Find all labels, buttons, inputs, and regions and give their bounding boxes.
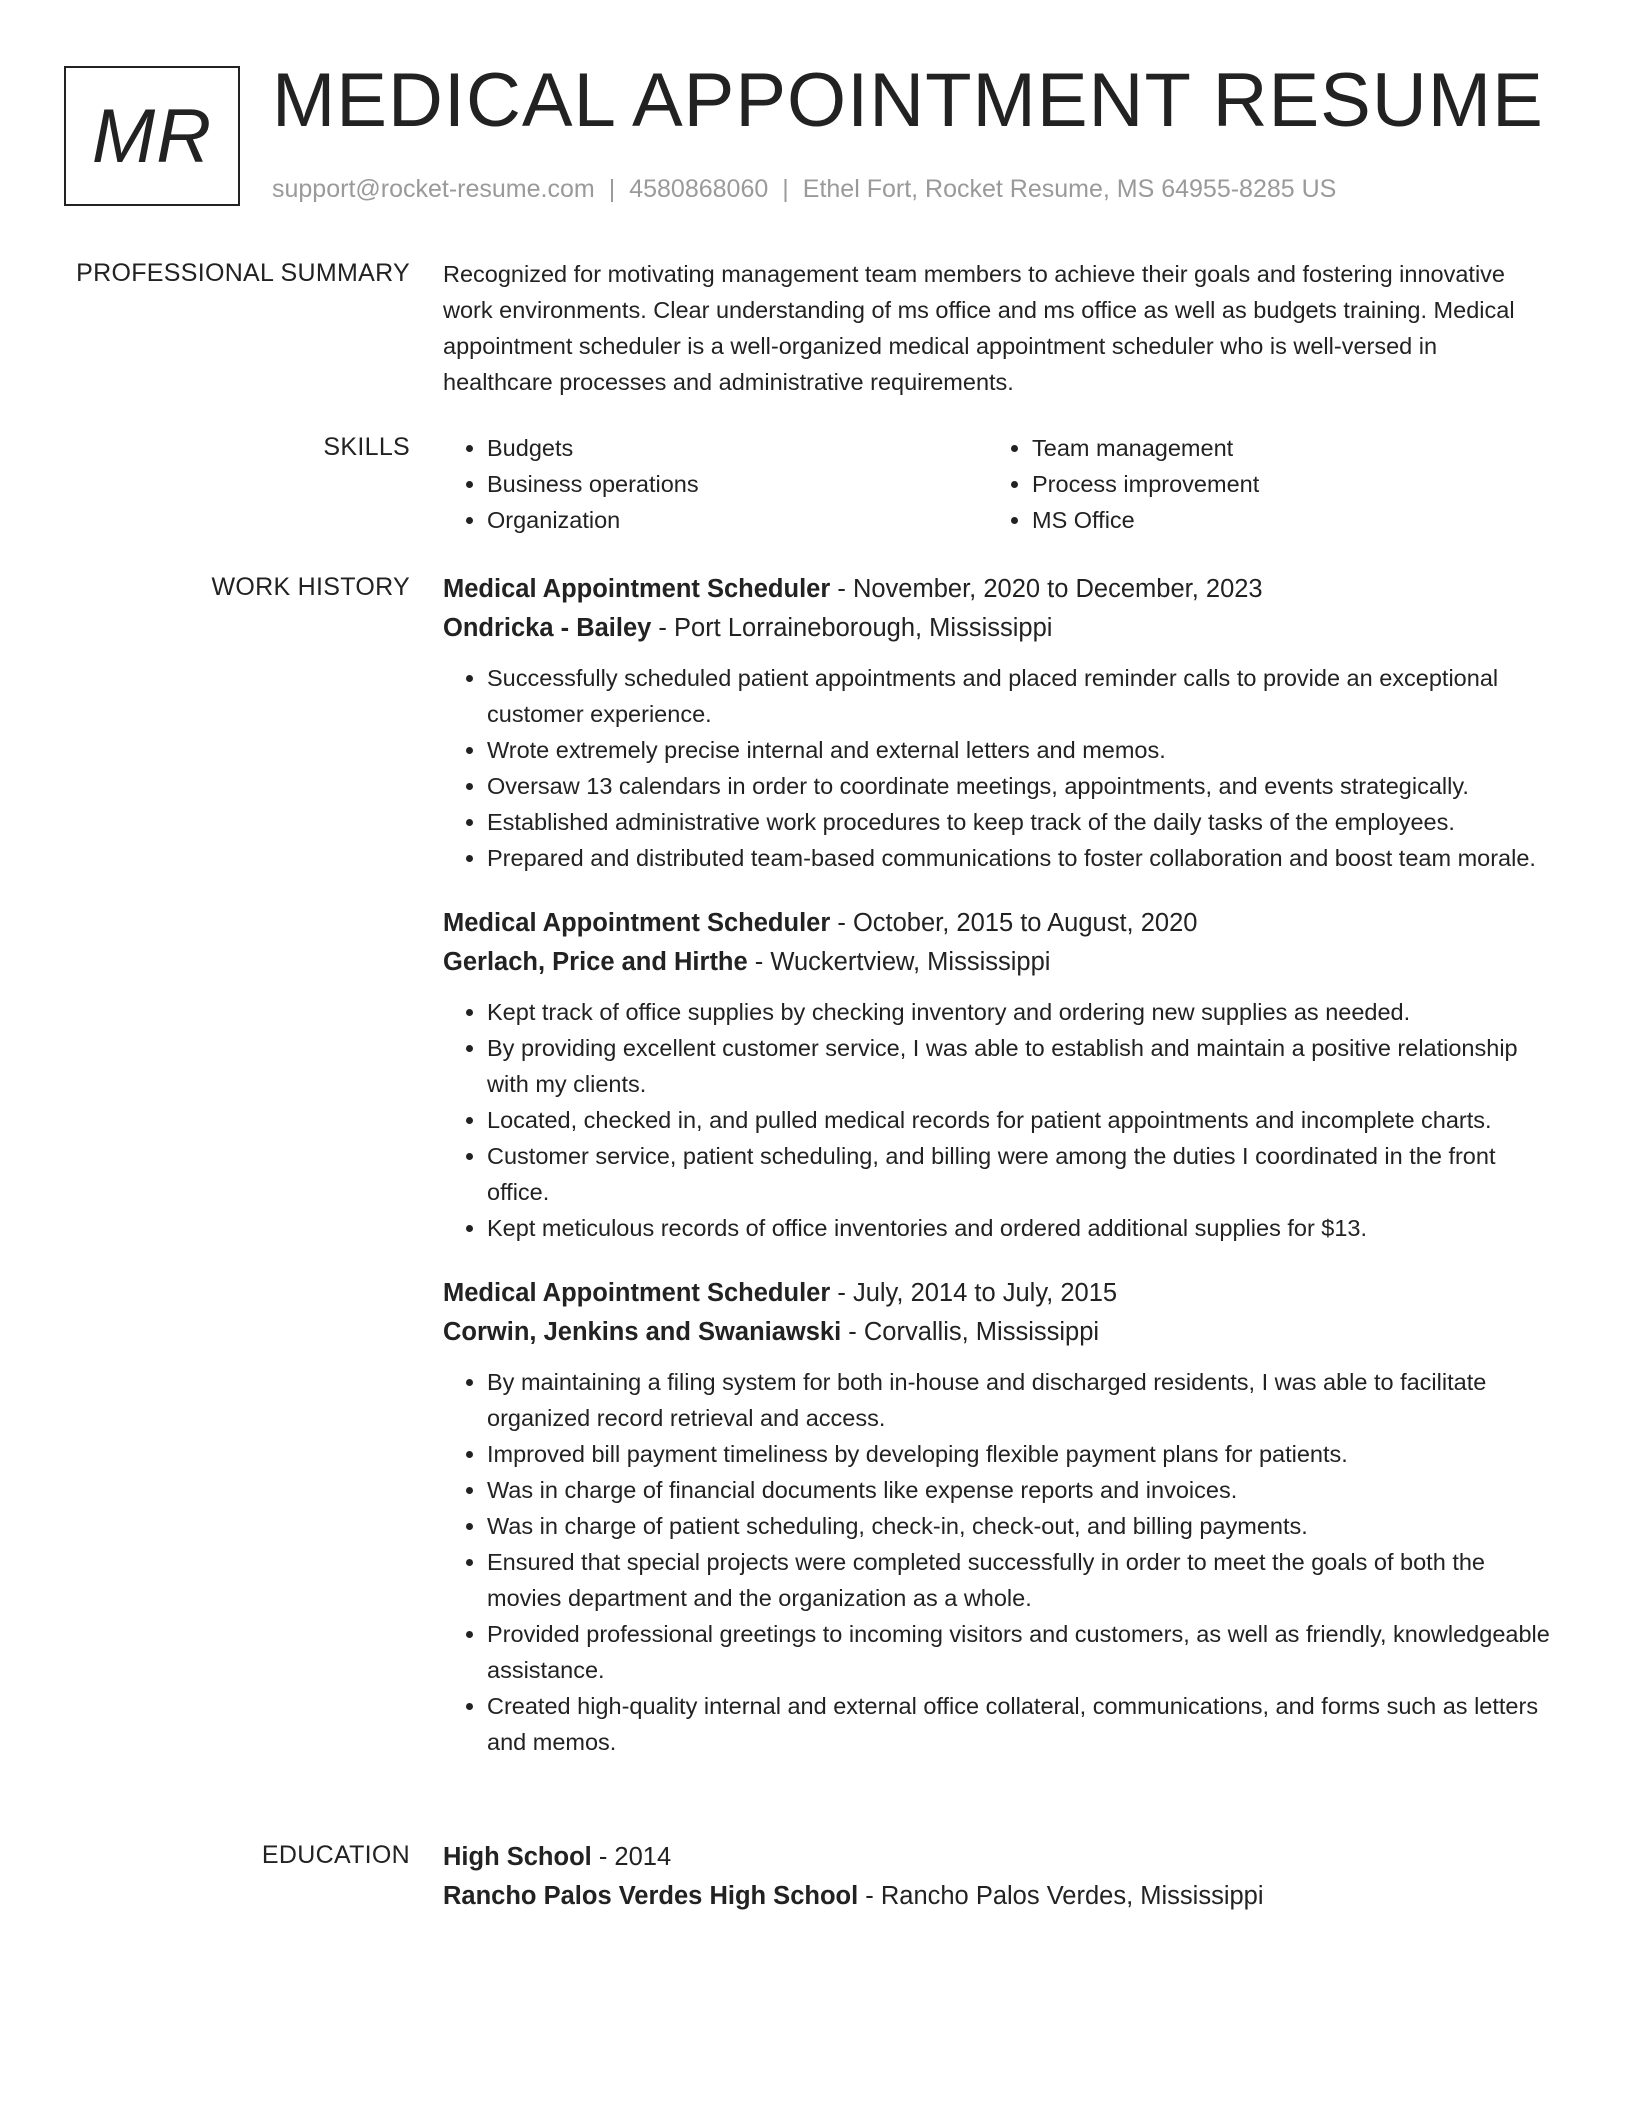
job-bullet: • Prepared and distributed team-based communications to foster collaboration and boost team morale. <box>487 840 1553 876</box>
job-dates: - July, 2014 to July, 2015 <box>830 1279 1118 1307</box>
job-company-line <box>443 608 1553 648</box>
skill-item: • Team management <box>1032 430 1533 466</box>
summary-text: Recognized for motivating management team members to achieve their goals and fostering innovative work environments. Clear understanding of ms office and ms office as well as budgets training. Medical appointment scheduler is a well-organized medical appointment scheduler who is well-versed in healthcare processes and administrative requirements. <box>443 261 1515 395</box>
work-history-heading: WORK HISTORY <box>211 573 410 601</box>
job-location: - Port Lorraineborough, Mississippi <box>651 614 1053 642</box>
job-bullet: • Customer service, patient scheduling, and billing were among the duties I coordinated in the front office. <box>487 1138 1553 1210</box>
education-school-line <box>443 1876 1553 1916</box>
skill-item: • Organization <box>487 502 988 538</box>
education-degree: High School <box>443 1843 592 1871</box>
job-entry <box>443 904 1553 1246</box>
contact-line <box>272 172 1336 206</box>
contact-email: support@rocket-resume.com <box>272 175 595 203</box>
job-dates: - October, 2015 to August, 2020 <box>830 909 1198 937</box>
job-company: Corwin, Jenkins and Swaniawski <box>443 1318 842 1346</box>
job-bullets <box>443 1364 1553 1760</box>
skill-item: • Process improvement <box>1032 466 1533 502</box>
job-location: - Wuckertview, Mississippi <box>747 948 1051 976</box>
job-bullets <box>443 994 1553 1246</box>
job-bullet: • Ensured that special projects were completed successfully in order to meet the goals of both the movies department and the organization as a whole. <box>487 1544 1553 1616</box>
job-title: Medical Appointment Scheduler <box>443 575 831 603</box>
contact-phone: 4580868060 <box>629 175 769 203</box>
education-degree-line <box>443 1838 1553 1876</box>
job-bullet: • Was in charge of financial documents like expense reports and invoices. <box>487 1472 1553 1508</box>
skills-heading: SKILLS <box>323 433 410 461</box>
summary-heading: PROFESSIONAL SUMMARY <box>76 259 410 287</box>
resume-title: MEDICAL APPOINTMENT RESUME <box>272 58 1544 143</box>
skill-item: • Budgets <box>487 430 988 466</box>
job-bullet: • Wrote extremely precise internal and external letters and memos. <box>487 732 1553 768</box>
education-body <box>443 1838 1553 1928</box>
job-company: Gerlach, Price and Hirthe <box>443 948 748 976</box>
job-company: Ondricka - Bailey <box>443 614 652 642</box>
skills-list-right <box>988 430 1533 538</box>
contact-separator: | <box>608 175 616 203</box>
job-title-line <box>443 570 1553 608</box>
job-bullet: • Successfully scheduled patient appointments and placed reminder calls to provide an exceptional customer experience. <box>487 660 1553 732</box>
job-title-line <box>443 1274 1553 1312</box>
job-title: Medical Appointment Scheduler <box>443 909 831 937</box>
job-bullet: • By maintaining a filing system for both in-house and discharged residents, I was able to facilitate organized record retrieval and access. <box>487 1364 1553 1436</box>
job-company-line <box>443 1312 1553 1352</box>
job-bullet: • Kept track of office supplies by checking inventory and ordering new supplies as needed. <box>487 994 1553 1030</box>
skill-item: • Business operations <box>487 466 988 502</box>
monogram-logo: MR <box>64 66 240 206</box>
skills-grid <box>443 430 1543 538</box>
job-entry <box>443 570 1553 876</box>
job-location: - Corvallis, Mississippi <box>841 1318 1100 1346</box>
skills-list-left <box>443 430 988 538</box>
job-title: Medical Appointment Scheduler <box>443 1279 831 1307</box>
job-bullet: • Located, checked in, and pulled medical records for patient appointments and incomplete charts. <box>487 1102 1553 1138</box>
job-entry <box>443 1274 1553 1760</box>
education-heading: EDUCATION <box>261 1841 410 1869</box>
job-title-line <box>443 904 1553 942</box>
job-bullet: • Provided professional greetings to incoming visitors and customers, as well as friendly, knowledgeable assistance. <box>487 1616 1553 1688</box>
job-bullets <box>443 660 1553 876</box>
education-year: - 2014 <box>591 1843 672 1871</box>
job-bullet: • Improved bill payment timeliness by developing flexible payment plans for patients. <box>487 1436 1553 1472</box>
job-bullet: • Was in charge of patient scheduling, check-in, check-out, and billing payments. <box>487 1508 1553 1544</box>
job-bullet: • Established administrative work procedures to keep track of the daily tasks of the employees. <box>487 804 1553 840</box>
education-location: - Rancho Palos Verdes, Mississippi <box>858 1882 1264 1910</box>
job-bullet: • By providing excellent customer service, I was able to establish and maintain a positive relationship with my clients. <box>487 1030 1553 1102</box>
job-company-line <box>443 942 1553 982</box>
job-bullet: • Kept meticulous records of office inventories and ordered additional supplies for $13. <box>487 1210 1553 1246</box>
education-school: Rancho Palos Verdes High School <box>443 1882 859 1910</box>
skills-body <box>443 430 1553 538</box>
job-bullet: • Oversaw 13 calendars in order to coordinate meetings, appointments, and events strategically. <box>487 768 1553 804</box>
contact-address: Ethel Fort, Rocket Resume, MS 64955-8285 US <box>802 175 1337 203</box>
job-bullet: • Created high-quality internal and external office collateral, communications, and forms such as letters and memos. <box>487 1688 1553 1760</box>
contact-separator: | <box>782 175 789 203</box>
work-history-body <box>443 570 1553 1788</box>
skill-item: • MS Office <box>1032 502 1533 538</box>
summary-body <box>443 256 1553 400</box>
job-dates: - November, 2020 to December, 2023 <box>830 575 1263 603</box>
